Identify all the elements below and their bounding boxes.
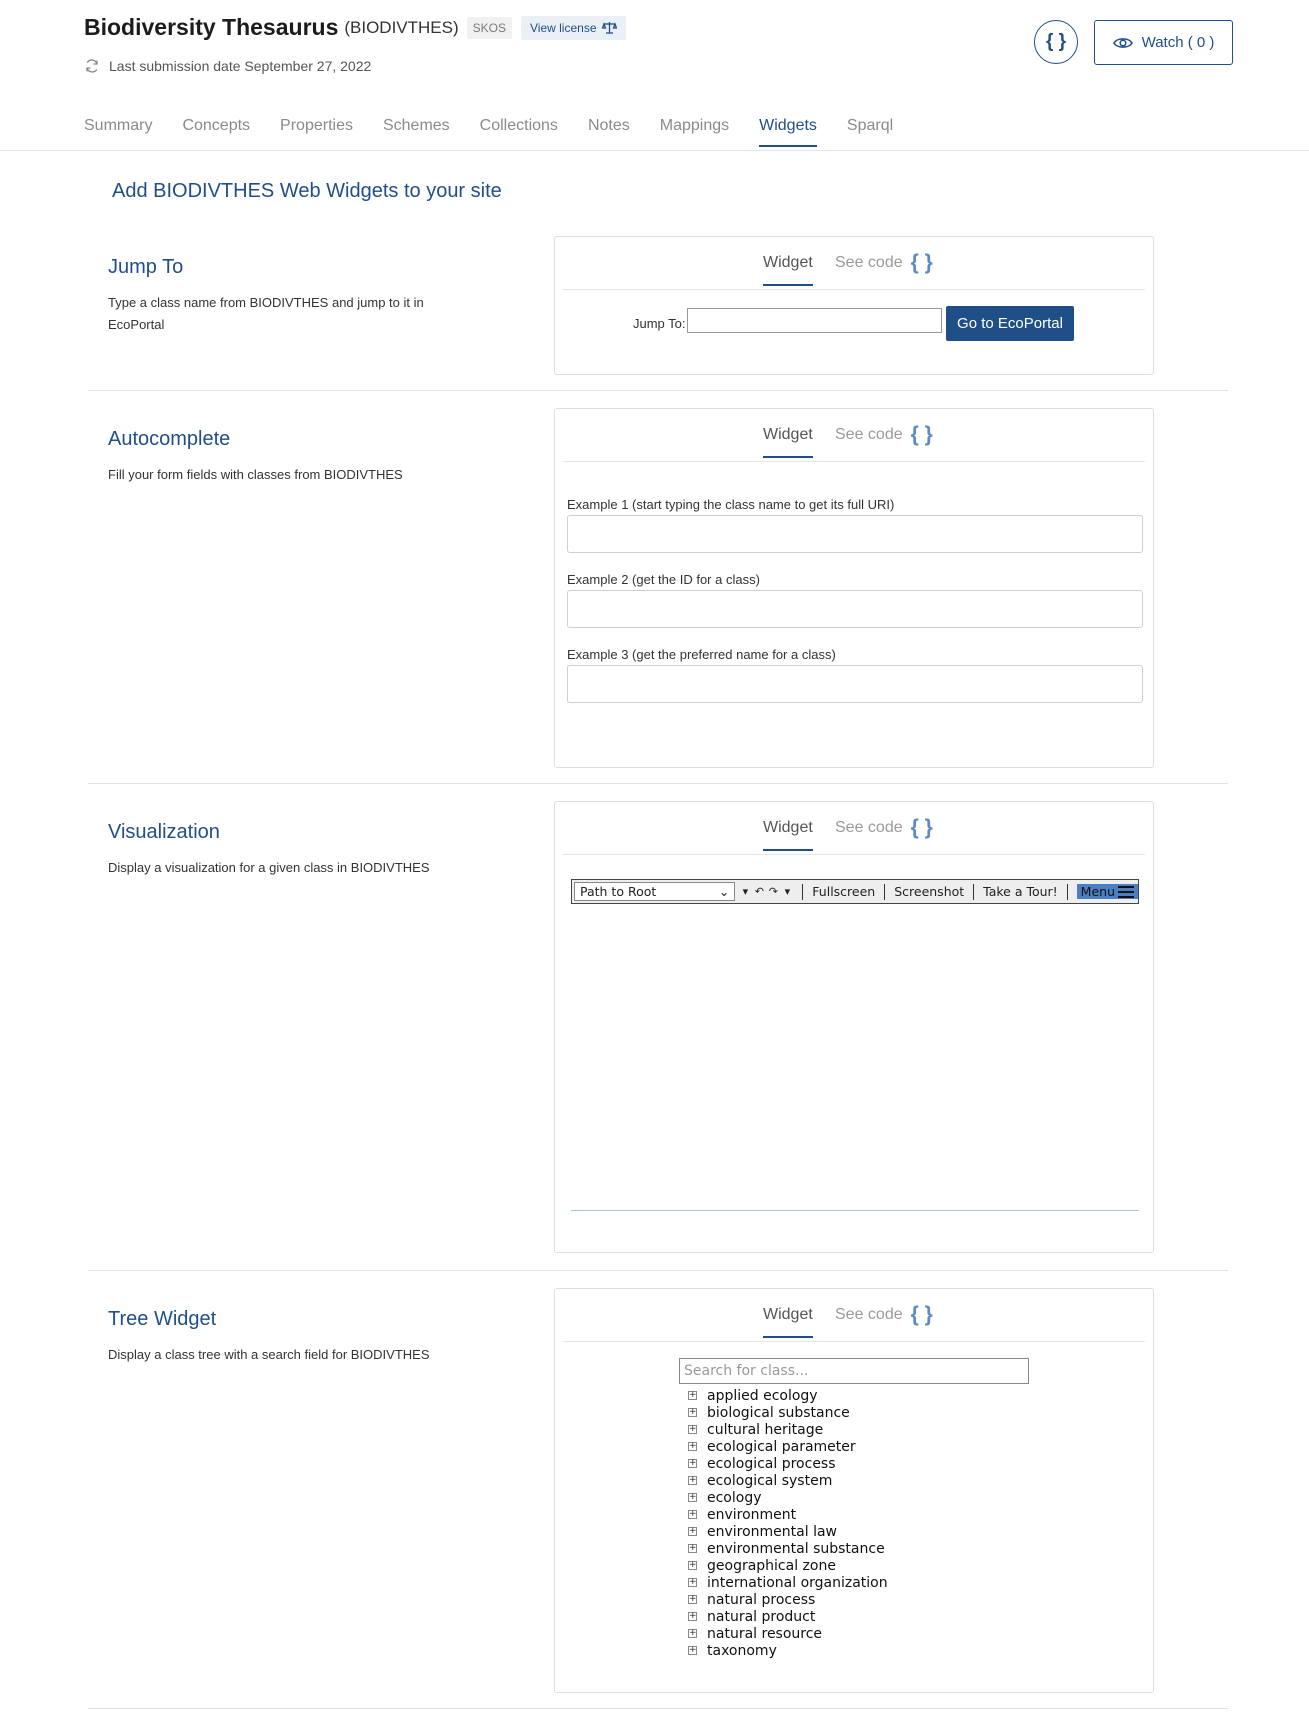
visualization-card-tabs bbox=[563, 802, 1145, 855]
expand-icon[interactable]: + bbox=[689, 1611, 697, 1621]
jump-to-card-tabs bbox=[563, 237, 1145, 290]
autocomplete-card-tabs bbox=[563, 409, 1145, 462]
see-code-tab[interactable] bbox=[835, 251, 933, 274]
tree-node[interactable] bbox=[688, 1387, 888, 1404]
see-code-tab[interactable] bbox=[835, 816, 933, 839]
expand-icon[interactable]: + bbox=[689, 1492, 697, 1502]
last-submission bbox=[84, 58, 371, 74]
jump-to-description: Type a class name from BIODIVTHES and jump to it in EcoPortal bbox=[108, 295, 424, 332]
json-button[interactable] bbox=[1034, 20, 1078, 64]
expand-icon[interactable]: + bbox=[689, 1594, 697, 1604]
tab-widgets[interactable]: Widgets bbox=[759, 117, 817, 147]
menu-button[interactable] bbox=[1077, 884, 1138, 899]
code-braces-icon: { } bbox=[910, 251, 933, 274]
ontology-title: Biodiversity Thesaurus bbox=[84, 14, 339, 40]
tabs-divider bbox=[0, 150, 1309, 151]
tree-widget-description: Display a class tree with a search field for BIODIVTHES bbox=[108, 1347, 430, 1362]
submission-text: Last submission date September 27, 2022 bbox=[109, 58, 372, 74]
expand-icon[interactable]: + bbox=[689, 1509, 697, 1519]
visualization-controls bbox=[739, 885, 793, 898]
toolbar-separator bbox=[884, 884, 885, 900]
autocomplete-card bbox=[554, 408, 1154, 768]
view-license-label: View license bbox=[530, 20, 597, 35]
dropdown-arrow-icon[interactable]: ▾ bbox=[742, 885, 749, 898]
tree-node-label[interactable]: international organization bbox=[707, 1574, 888, 1591]
visualization-description: Display a visualization for a given class in BIODIVTHES bbox=[108, 860, 430, 875]
expand-icon[interactable]: + bbox=[689, 1475, 697, 1485]
tab-notes[interactable]: Notes bbox=[587, 117, 630, 134]
ontology-tabs bbox=[84, 117, 923, 147]
screenshot-button[interactable]: Screenshot bbox=[894, 884, 965, 899]
visualization-canvas-border bbox=[571, 1210, 1139, 1211]
widget-tab[interactable]: Widget bbox=[763, 1306, 813, 1338]
section-divider bbox=[88, 783, 1228, 784]
expand-icon[interactable]: + bbox=[689, 1390, 697, 1400]
class-tree bbox=[688, 1387, 888, 1659]
widget-tab[interactable]: Widget bbox=[763, 254, 813, 286]
tree-node-label[interactable]: natural product bbox=[707, 1608, 816, 1625]
tree-node[interactable] bbox=[688, 1540, 888, 1557]
tree-node-label[interactable]: ecological process bbox=[707, 1455, 836, 1472]
tree-widget-card bbox=[554, 1288, 1154, 1693]
tree-node[interactable] bbox=[688, 1642, 888, 1659]
see-code-label: See code bbox=[835, 426, 903, 443]
menu-label: Menu bbox=[1080, 884, 1115, 899]
tree-node[interactable] bbox=[688, 1608, 888, 1625]
tree-node-label[interactable]: environmental substance bbox=[707, 1540, 885, 1557]
hamburger-icon bbox=[1118, 886, 1134, 898]
header-title-row bbox=[84, 14, 626, 41]
tree-node[interactable] bbox=[688, 1523, 888, 1540]
view-mode-select[interactable] bbox=[574, 882, 735, 901]
tree-widget-title: Tree Widget bbox=[108, 1308, 217, 1330]
tree-node-label[interactable]: geographical zone bbox=[707, 1557, 836, 1574]
tree-node-label[interactable]: ecology bbox=[707, 1489, 762, 1506]
expand-icon[interactable]: + bbox=[689, 1543, 697, 1553]
example-3-input[interactable] bbox=[567, 665, 1143, 703]
braces-icon: { } bbox=[1045, 31, 1067, 52]
watch-button[interactable] bbox=[1094, 20, 1233, 65]
tree-search-input[interactable]: Search for class... bbox=[679, 1358, 1029, 1384]
section-divider bbox=[88, 1270, 1228, 1271]
code-braces-icon: { } bbox=[910, 1303, 933, 1326]
see-code-label: See code bbox=[835, 254, 903, 271]
tree-node-label[interactable]: environmental law bbox=[707, 1523, 837, 1540]
go-to-ecoportal-button[interactable]: Go to EcoPortal bbox=[946, 306, 1074, 341]
expand-icon[interactable]: + bbox=[689, 1424, 697, 1434]
tree-node-label[interactable]: taxonomy bbox=[707, 1642, 777, 1659]
section-divider bbox=[88, 1708, 1228, 1709]
visualization-title: Visualization bbox=[108, 821, 220, 843]
tree-node[interactable] bbox=[688, 1421, 888, 1438]
example-1-input[interactable] bbox=[567, 515, 1143, 553]
tree-node[interactable] bbox=[688, 1574, 888, 1591]
toolbar-separator bbox=[973, 884, 974, 900]
jump-to-input[interactable] bbox=[687, 308, 942, 333]
jump-to-title: Jump To bbox=[108, 256, 184, 278]
eye-icon bbox=[1113, 36, 1133, 50]
view-license-button[interactable] bbox=[521, 16, 625, 40]
chevron-down-icon: ⌄ bbox=[718, 884, 730, 899]
visualization-toolbar bbox=[571, 879, 1139, 904]
code-braces-icon: { } bbox=[910, 816, 933, 839]
undo-icon[interactable]: ↶ bbox=[754, 885, 764, 898]
tree-node[interactable] bbox=[688, 1489, 888, 1506]
tree-node[interactable] bbox=[688, 1455, 888, 1472]
see-code-label: See code bbox=[835, 1306, 903, 1323]
expand-icon[interactable]: + bbox=[689, 1441, 697, 1451]
autocomplete-title: Autocomplete bbox=[108, 428, 231, 450]
expand-icon[interactable]: + bbox=[689, 1407, 697, 1417]
toolbar-separator bbox=[802, 884, 803, 900]
view-mode-value: Path to Root bbox=[580, 884, 657, 899]
tab-mappings[interactable]: Mappings bbox=[659, 117, 730, 134]
code-braces-icon: { } bbox=[910, 423, 933, 446]
dropdown-arrow-icon[interactable]: ▾ bbox=[784, 885, 791, 898]
redo-icon[interactable]: ↷ bbox=[768, 885, 778, 898]
jump-to-card bbox=[554, 236, 1154, 375]
tree-card-tabs bbox=[563, 1289, 1145, 1342]
tab-schemes[interactable]: Schemes bbox=[382, 117, 450, 134]
tab-collections[interactable]: Collections bbox=[479, 117, 558, 134]
tree-node-label[interactable]: biological substance bbox=[707, 1404, 850, 1421]
fullscreen-button[interactable]: Fullscreen bbox=[812, 884, 876, 899]
tree-node-label[interactable]: cultural heritage bbox=[707, 1421, 824, 1438]
page-heading: Add BIODIVTHES Web Widgets to your site bbox=[112, 180, 502, 202]
toolbar-separator bbox=[1067, 884, 1068, 900]
expand-icon[interactable]: + bbox=[689, 1526, 697, 1536]
tree-node[interactable] bbox=[688, 1472, 888, 1489]
tree-node-label[interactable]: ecological system bbox=[707, 1472, 833, 1489]
expand-icon[interactable]: + bbox=[689, 1645, 697, 1655]
tree-node-label[interactable]: applied ecology bbox=[707, 1387, 818, 1404]
example-1-label: Example 1 (start typing the class name to get its full URI) bbox=[567, 497, 895, 512]
refresh-icon bbox=[84, 58, 100, 74]
widget-tab[interactable]: Widget bbox=[763, 426, 813, 458]
widget-tab[interactable]: Widget bbox=[763, 819, 813, 851]
tree-node[interactable] bbox=[688, 1506, 888, 1523]
see-code-tab[interactable] bbox=[835, 423, 933, 446]
tree-node-label[interactable]: natural process bbox=[707, 1591, 816, 1608]
tree-node[interactable] bbox=[688, 1404, 888, 1421]
watch-label: Watch ( 0 ) bbox=[1141, 34, 1215, 51]
tree-node-label[interactable]: ecological parameter bbox=[707, 1438, 856, 1455]
expand-icon[interactable]: + bbox=[689, 1560, 697, 1570]
tree-node[interactable] bbox=[688, 1438, 888, 1455]
example-2-input[interactable] bbox=[567, 590, 1143, 628]
example-3-label: Example 3 (get the preferred name for a class) bbox=[567, 647, 836, 662]
section-divider bbox=[88, 390, 1228, 391]
see-code-label: See code bbox=[835, 819, 903, 836]
tree-node[interactable] bbox=[688, 1625, 888, 1642]
take-a-tour-button[interactable]: Take a Tour! bbox=[983, 884, 1058, 899]
tree-node-label[interactable]: natural resource bbox=[707, 1625, 823, 1642]
tab-concepts[interactable]: Concepts bbox=[182, 117, 251, 134]
autocomplete-description: Fill your form fields with classes from BIODIVTHES bbox=[108, 467, 403, 482]
visualization-card bbox=[554, 801, 1154, 1253]
tab-summary[interactable]: Summary bbox=[84, 117, 153, 134]
tree-node[interactable] bbox=[688, 1591, 888, 1608]
tree-node[interactable] bbox=[688, 1557, 888, 1574]
jump-to-label: Jump To: bbox=[633, 316, 686, 331]
tab-properties[interactable]: Properties bbox=[280, 117, 353, 134]
see-code-tab[interactable] bbox=[835, 1303, 933, 1326]
expand-icon[interactable]: + bbox=[689, 1577, 697, 1587]
expand-icon[interactable]: + bbox=[689, 1458, 697, 1468]
tab-sparql[interactable]: Sparql bbox=[846, 117, 894, 134]
ontology-acronym: (BIODIVTHES) bbox=[344, 17, 459, 37]
format-badge: SKOS bbox=[467, 17, 512, 39]
scale-icon bbox=[602, 21, 617, 34]
example-2-label: Example 2 (get the ID for a class) bbox=[567, 572, 760, 587]
tree-node-label[interactable]: environment bbox=[707, 1506, 797, 1523]
expand-icon[interactable]: + bbox=[689, 1628, 697, 1638]
